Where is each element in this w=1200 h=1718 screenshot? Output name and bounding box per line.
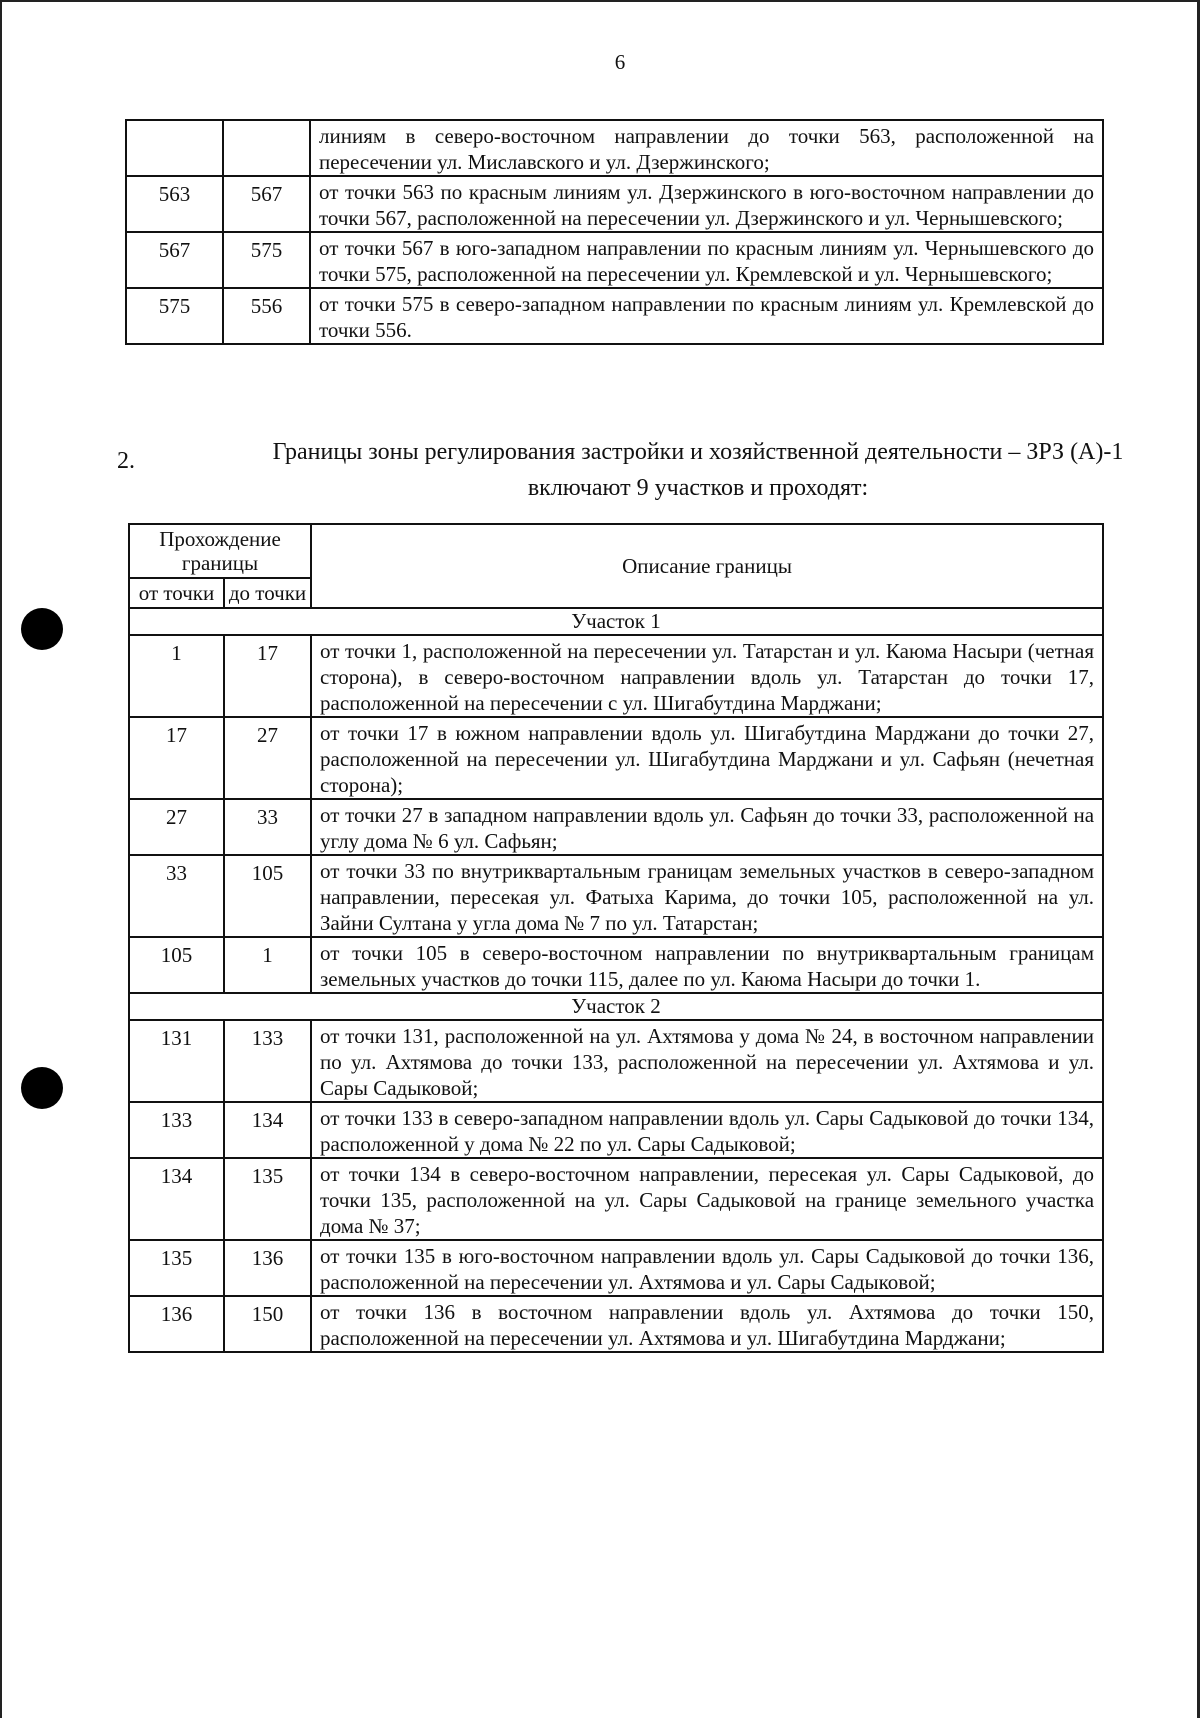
table-row bbox=[129, 855, 1103, 937]
table-row bbox=[129, 1102, 1103, 1158]
point-to: 133 bbox=[224, 1020, 311, 1102]
table-row bbox=[126, 176, 1103, 232]
table-row bbox=[129, 799, 1103, 855]
boundary-description: от точки 135 в юго-восточном направлении вдоль ул. Сары Садыковой до точки 136, расположенной на пересечении ул. Ахтямова и ул. Сары Садыковой; bbox=[311, 1240, 1103, 1296]
table-row bbox=[129, 635, 1103, 717]
header-to: до точки bbox=[224, 578, 311, 608]
punch-hole-top bbox=[21, 608, 63, 650]
punch-hole-bottom bbox=[21, 1067, 63, 1109]
point-from: 567 bbox=[126, 232, 223, 288]
header-from: от точки bbox=[129, 578, 224, 608]
boundary-description: от точки 134 в северо-восточном направлении, пересекая ул. Сары Садыковой, до точки 135, расположенной на ул. Сары Садыковой на границе земельного участка дома № 37; bbox=[311, 1158, 1103, 1240]
point-to: 575 bbox=[223, 232, 310, 288]
table-row bbox=[129, 1158, 1103, 1240]
table1-body bbox=[126, 120, 1103, 344]
point-from: 563 bbox=[126, 176, 223, 232]
point-to: 135 bbox=[224, 1158, 311, 1240]
point-to: 567 bbox=[223, 176, 310, 232]
section-row bbox=[129, 993, 1103, 1020]
point-from: 27 bbox=[129, 799, 224, 855]
point-from: 575 bbox=[126, 288, 223, 344]
point-to: 136 bbox=[224, 1240, 311, 1296]
point-from: 135 bbox=[129, 1240, 224, 1296]
boundary-table-zrz bbox=[128, 523, 1104, 1353]
point-from: 33 bbox=[129, 855, 224, 937]
point-from: 17 bbox=[129, 717, 224, 799]
point-from: 131 bbox=[129, 1020, 224, 1102]
boundary-description: линиям в северо-восточном направлении до точки 563, расположенной на пересечении ул. Миславского и ул. Дзержинского; bbox=[310, 120, 1103, 176]
boundary-description: от точки 131, расположенной на ул. Ахтямова у дома № 24, в восточном направлении по ул. Ахтямова до точки 133, расположенной на пересечении ул. Ахтямова и ул. Сары Садыковой; bbox=[311, 1020, 1103, 1102]
point-from: 134 bbox=[129, 1158, 224, 1240]
section-number: 2. bbox=[117, 448, 135, 474]
table-row bbox=[129, 717, 1103, 799]
point-to: 105 bbox=[224, 855, 311, 937]
point-to: 27 bbox=[224, 717, 311, 799]
point-from bbox=[126, 120, 223, 176]
page-number: 6 bbox=[614, 50, 626, 74]
header-description: Описание границы bbox=[311, 524, 1103, 608]
boundary-description: от точки 563 по красным линиям ул. Дзержинского в юго-восточном направлении до точки 567, расположенной на пересечении ул. Дзержинского и ул. Чернышевского; bbox=[310, 176, 1103, 232]
scan-edge-top bbox=[0, 0, 1200, 2]
boundary-description: от точки 27 в западном направлении вдоль ул. Сафьян до точки 33, расположенной на углу дома № 6 ул. Сафьян; bbox=[311, 799, 1103, 855]
table-row bbox=[126, 232, 1103, 288]
point-from: 105 bbox=[129, 937, 224, 993]
boundary-description: от точки 1, расположенной на пересечении ул. Татарстан и ул. Каюма Насыри (четная сторона), в северо-восточном направлении вдоль ул. Татарстан до точки 17, расположенной на пересечении с ул. Шигабутдина Марджани; bbox=[311, 635, 1103, 717]
table-row bbox=[126, 120, 1103, 176]
table2-body bbox=[129, 608, 1103, 1352]
table-row bbox=[129, 1020, 1103, 1102]
boundary-description: от точки 575 в северо-западном направлении по красным линиям ул. Кремлевской до точки 556. bbox=[310, 288, 1103, 344]
boundary-description: от точки 17 в южном направлении вдоль ул. Шигабутдина Марджани до точки 27, расположенной на пересечении ул. Шигабутдина Марджани и ул. Сафьян (нечетная сторона); bbox=[311, 717, 1103, 799]
boundary-description: от точки 133 в северо-западном направлении вдоль ул. Сары Садыковой до точки 134, расположенной у дома № 22 по ул. Сары Садыковой; bbox=[311, 1102, 1103, 1158]
section-title-cell: Участок 1 bbox=[129, 608, 1103, 635]
table-row bbox=[126, 288, 1103, 344]
boundary-description: от точки 136 в восточном направлении вдоль ул. Ахтямова до точки 150, расположенной на пересечении ул. Ахтямова и ул. Шигабутдина Марджани; bbox=[311, 1296, 1103, 1352]
table-row bbox=[129, 1296, 1103, 1352]
point-to: 150 bbox=[224, 1296, 311, 1352]
header-passage: Прохождение границы bbox=[129, 524, 311, 578]
point-to: 556 bbox=[223, 288, 310, 344]
point-to: 134 bbox=[224, 1102, 311, 1158]
point-from: 133 bbox=[129, 1102, 224, 1158]
point-from: 1 bbox=[129, 635, 224, 717]
point-to: 33 bbox=[224, 799, 311, 855]
table-header-row bbox=[129, 524, 1103, 578]
section-row bbox=[129, 608, 1103, 635]
point-to: 1 bbox=[224, 937, 311, 993]
point-to bbox=[223, 120, 310, 176]
table-row bbox=[129, 1240, 1103, 1296]
section-title: Границы зоны регулирования застройки и хозяйственной деятельности – ЗРЗ (А)-1 включают 9 участков и проходят: bbox=[272, 439, 1124, 501]
point-to: 17 bbox=[224, 635, 311, 717]
boundary-description: от точки 105 в северо-восточном направлении по внутриквартальным границам земельных участков до точки 115, далее по ул. Каюма Насыри до точки 1. bbox=[311, 937, 1103, 993]
boundary-description: от точки 33 по внутриквартальным границам земельных участков в северо-западном направлении, пересекая ул. Фатыха Карима, до точки 105, расположенной на ул. Зайни Султана у угла дома № 7 по ул. Татарстан; bbox=[311, 855, 1103, 937]
point-from: 136 bbox=[129, 1296, 224, 1352]
table-row bbox=[129, 937, 1103, 993]
boundary-table-continued bbox=[125, 119, 1104, 345]
boundary-description: от точки 567 в юго-западном направлении по красным линиям ул. Чернышевского до точки 575, расположенной на пересечении ул. Кремлевской и ул. Чернышевского; bbox=[310, 232, 1103, 288]
scan-edge-left bbox=[0, 0, 2, 1718]
section-title-cell: Участок 2 bbox=[129, 993, 1103, 1020]
